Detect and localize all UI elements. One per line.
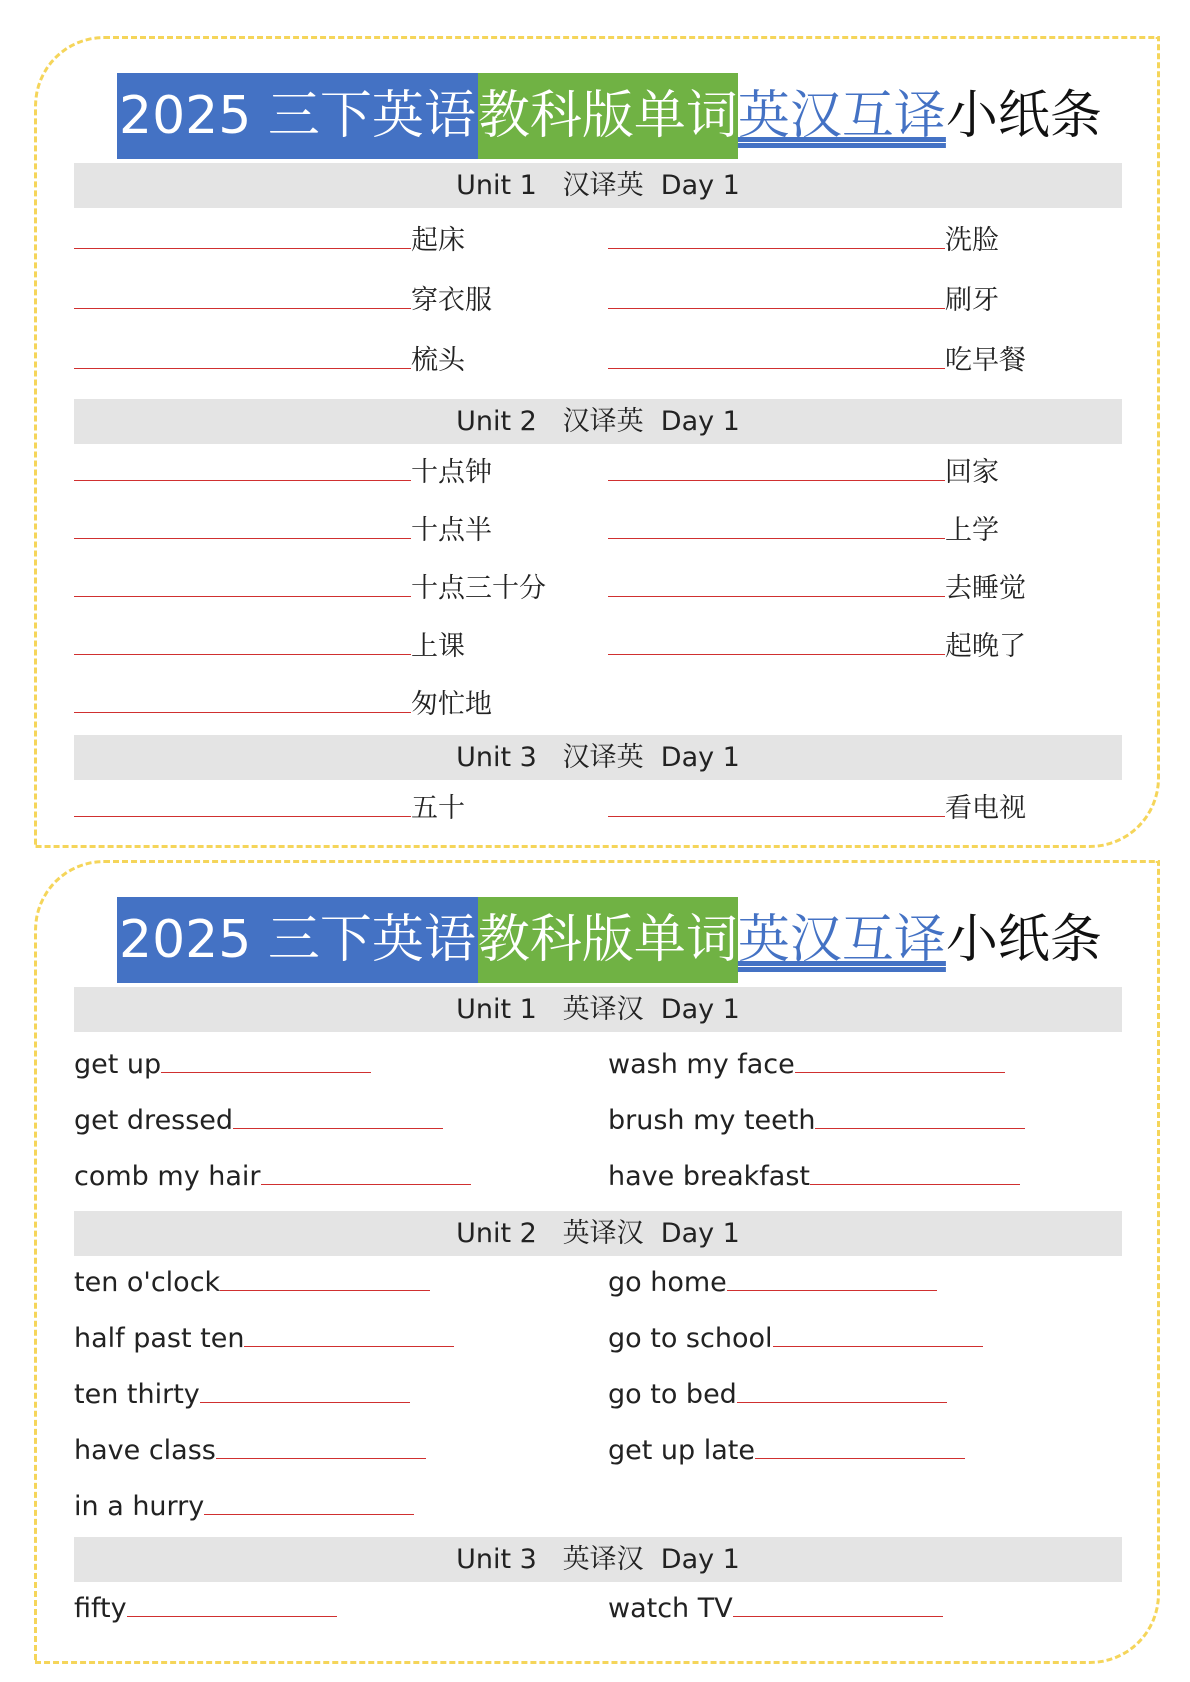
answer-blank[interactable]	[608, 566, 945, 597]
answer-blank[interactable]	[74, 786, 411, 817]
answer-blank[interactable]	[216, 1432, 426, 1459]
answer-item	[74, 337, 465, 385]
prompt-word: 上学	[945, 515, 999, 546]
prompt-word: get up	[74, 1049, 162, 1080]
prompt-word: 穿衣服	[411, 285, 492, 316]
answer-blank[interactable]	[810, 1158, 1020, 1185]
prompt-word: 十点钟	[411, 457, 492, 488]
prompt-word: 五十	[411, 793, 465, 824]
page-title	[117, 73, 1102, 159]
prompt-word: 回家	[945, 457, 999, 488]
prompt-word: 起床	[411, 225, 465, 256]
answer-item	[74, 1315, 454, 1363]
answer-blank[interactable]	[795, 1046, 1005, 1073]
prompt-word: 刷牙	[945, 285, 999, 316]
answer-item	[74, 623, 465, 671]
title-part-edition: 教科版单词	[478, 897, 738, 983]
answer-blank[interactable]	[608, 218, 945, 249]
answer-item	[74, 507, 492, 555]
title-part-note: 小纸条	[945, 86, 1102, 146]
answer-blank[interactable]	[220, 1264, 430, 1291]
answer-item	[608, 1259, 937, 1307]
title-part-edition: 教科版单词	[478, 73, 738, 159]
answer-blank[interactable]	[608, 624, 945, 655]
prompt-word: 上课	[411, 631, 465, 662]
prompt-word: fifty	[74, 1593, 127, 1624]
answer-item	[608, 1097, 1025, 1145]
answer-item	[74, 565, 546, 613]
answer-blank[interactable]	[773, 1320, 983, 1347]
answer-blank[interactable]	[204, 1488, 414, 1515]
answer-blank[interactable]	[727, 1264, 937, 1291]
answer-blank[interactable]	[200, 1376, 410, 1403]
prompt-word: get dressed	[74, 1105, 234, 1136]
prompt-word: comb my hair	[74, 1161, 261, 1192]
answer-blank[interactable]	[244, 1320, 454, 1347]
prompt-word: have class	[74, 1435, 216, 1466]
prompt-word: half past ten	[74, 1323, 245, 1354]
answer-blank[interactable]	[74, 218, 411, 249]
answer-blank[interactable]	[74, 508, 411, 539]
answer-item	[74, 1041, 371, 1089]
answer-blank[interactable]	[74, 682, 411, 713]
answer-item	[74, 1097, 443, 1145]
answer-blank[interactable]	[127, 1590, 337, 1617]
answer-item	[608, 277, 999, 325]
answer-item	[608, 507, 999, 555]
answer-item	[74, 1483, 414, 1531]
worksheet-card-en-to-zh	[34, 860, 1160, 1664]
answer-blank[interactable]	[74, 450, 411, 481]
answer-item	[608, 1371, 947, 1419]
answer-item	[74, 217, 465, 265]
prompt-word: 起晚了	[945, 631, 1026, 662]
answer-item	[608, 217, 999, 265]
answer-item	[74, 1585, 337, 1633]
unit-header: Unit 3 汉译英 Day 1	[74, 735, 1122, 780]
title-part-translate: 英汉互译	[737, 86, 946, 146]
answer-blank[interactable]	[608, 508, 945, 539]
answer-blank[interactable]	[608, 450, 945, 481]
prompt-word: 匆忙地	[411, 689, 492, 720]
answer-item	[74, 449, 492, 497]
answer-item	[74, 1259, 430, 1307]
prompt-word: 洗脸	[945, 225, 999, 256]
answer-item	[74, 785, 465, 833]
prompt-word: get up late	[608, 1435, 755, 1466]
answer-item	[74, 1427, 426, 1475]
answer-blank[interactable]	[733, 1590, 943, 1617]
answer-item	[74, 1371, 410, 1419]
prompt-word: 十点三十分	[411, 573, 546, 604]
unit-header: Unit 2 汉译英 Day 1	[74, 399, 1122, 444]
answer-blank[interactable]	[74, 278, 411, 309]
answer-item	[608, 1041, 1005, 1089]
answer-item	[608, 449, 999, 497]
answer-item	[608, 785, 1026, 833]
prompt-word: ten o'clock	[74, 1267, 221, 1298]
answer-item	[608, 623, 1026, 671]
unit-header: Unit 1 汉译英 Day 1	[74, 163, 1122, 208]
answer-blank[interactable]	[608, 786, 945, 817]
answer-item	[608, 337, 1026, 385]
prompt-word: 十点半	[411, 515, 492, 546]
prompt-word: go to bed	[608, 1379, 737, 1410]
prompt-word: wash my face	[608, 1049, 795, 1080]
prompt-word: 看电视	[945, 793, 1026, 824]
answer-blank[interactable]	[755, 1432, 965, 1459]
page-title	[117, 897, 1102, 983]
worksheet-card-zh-to-en	[34, 36, 1160, 848]
answer-blank[interactable]	[815, 1102, 1025, 1129]
answer-blank[interactable]	[608, 278, 945, 309]
answer-item	[608, 1315, 983, 1363]
prompt-word: 去睡觉	[945, 573, 1026, 604]
unit-header: Unit 3 英译汉 Day 1	[74, 1537, 1122, 1582]
prompt-word: in a hurry	[74, 1491, 205, 1522]
prompt-word: brush my teeth	[608, 1105, 816, 1136]
answer-blank[interactable]	[74, 624, 411, 655]
prompt-word: ten thirty	[74, 1379, 200, 1410]
title-part-year: 2025 三下英语	[117, 73, 478, 159]
answer-item	[608, 1427, 965, 1475]
answer-item	[74, 1153, 471, 1201]
answer-blank[interactable]	[261, 1158, 471, 1185]
answer-item	[608, 1153, 1020, 1201]
answer-item	[608, 1585, 943, 1633]
answer-blank[interactable]	[608, 338, 945, 369]
title-part-note: 小纸条	[945, 910, 1102, 970]
prompt-word: watch TV	[608, 1593, 733, 1624]
prompt-word: 梳头	[411, 345, 465, 376]
title-part-translate: 英汉互译	[737, 910, 946, 970]
answer-blank[interactable]	[737, 1376, 947, 1403]
prompt-word: go to school	[608, 1323, 773, 1354]
answer-item	[608, 565, 1026, 613]
unit-header: Unit 2 英译汉 Day 1	[74, 1211, 1122, 1256]
unit-header: Unit 1 英译汉 Day 1	[74, 987, 1122, 1032]
prompt-word: 吃早餐	[945, 345, 1026, 376]
answer-item	[74, 681, 492, 729]
answer-item	[74, 277, 492, 325]
answer-blank[interactable]	[233, 1102, 443, 1129]
title-part-year: 2025 三下英语	[117, 897, 478, 983]
answer-blank[interactable]	[74, 338, 411, 369]
answer-blank[interactable]	[161, 1046, 371, 1073]
prompt-word: have breakfast	[608, 1161, 810, 1192]
prompt-word: go home	[608, 1267, 727, 1298]
answer-blank[interactable]	[74, 566, 411, 597]
